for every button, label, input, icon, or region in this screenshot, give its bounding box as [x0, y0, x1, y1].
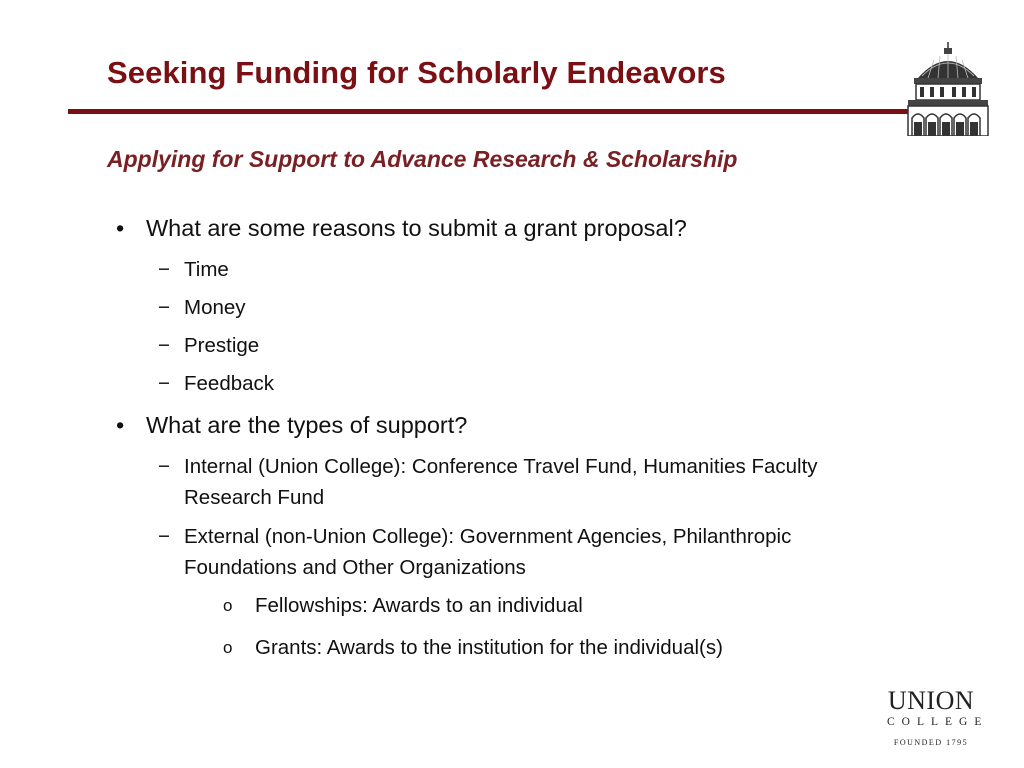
bullet-text: What are some reasons to submit a grant proposal?: [146, 215, 687, 241]
sub-sub-bullet-item: [223, 636, 723, 660]
logo-line-3: FOUNDED 1795: [893, 738, 969, 747]
sub-bullet-text: Internal (Union College): Conference Travel Fund, Humanities Faculty Research Fund: [184, 455, 818, 509]
sub-bullet-text: Prestige: [184, 334, 260, 357]
slide-subtitle: Applying for Support to Advance Research & Scholarship: [107, 146, 738, 172]
title-divider: [68, 109, 914, 114]
sub-bullet-item: [158, 521, 824, 583]
sub-bullet-item: [158, 330, 260, 361]
sub-bullet-text: Money: [184, 296, 246, 319]
bullet-item: [116, 412, 468, 439]
bullet-glyph: •: [116, 215, 125, 241]
dash-glyph: −: [158, 372, 170, 395]
sub-sub-bullet-text: Grants: Awards to the institution for the individual(s): [255, 636, 723, 659]
sub-bullet-item: [158, 368, 275, 399]
sub-bullet-item: [158, 292, 246, 323]
sub-sub-bullet-text: Fellowships: Awards to an individual: [255, 594, 583, 617]
circle-glyph: o: [223, 596, 233, 615]
dash-glyph: −: [158, 455, 170, 478]
bullet-glyph: •: [116, 412, 125, 438]
sub-bullet-text: Time: [184, 258, 229, 281]
sub-bullet-item: [158, 254, 229, 285]
union-college-logo: [880, 686, 989, 750]
bullet-text: What are the types of support?: [146, 412, 468, 438]
sub-sub-bullet-item: [223, 594, 583, 618]
dash-glyph: −: [158, 525, 170, 548]
logo-line-2: COLLEGE: [887, 716, 989, 728]
dash-glyph: −: [158, 258, 170, 281]
sub-bullet-text: External (non-Union College): Government Agencies, Philanthropic Foundations and Other Organizations: [184, 525, 792, 579]
bullet-item: [116, 215, 687, 242]
slide-title: Seeking Funding for Scholarly Endeavors: [107, 55, 726, 90]
sub-bullet-text: Feedback: [184, 372, 275, 395]
dash-glyph: −: [158, 296, 170, 319]
logo-line-1: UNION: [887, 686, 975, 715]
circle-glyph: o: [223, 638, 233, 657]
sub-bullet-item: [158, 451, 904, 513]
college-dome-icon: [904, 42, 992, 136]
dash-glyph: −: [158, 334, 170, 357]
